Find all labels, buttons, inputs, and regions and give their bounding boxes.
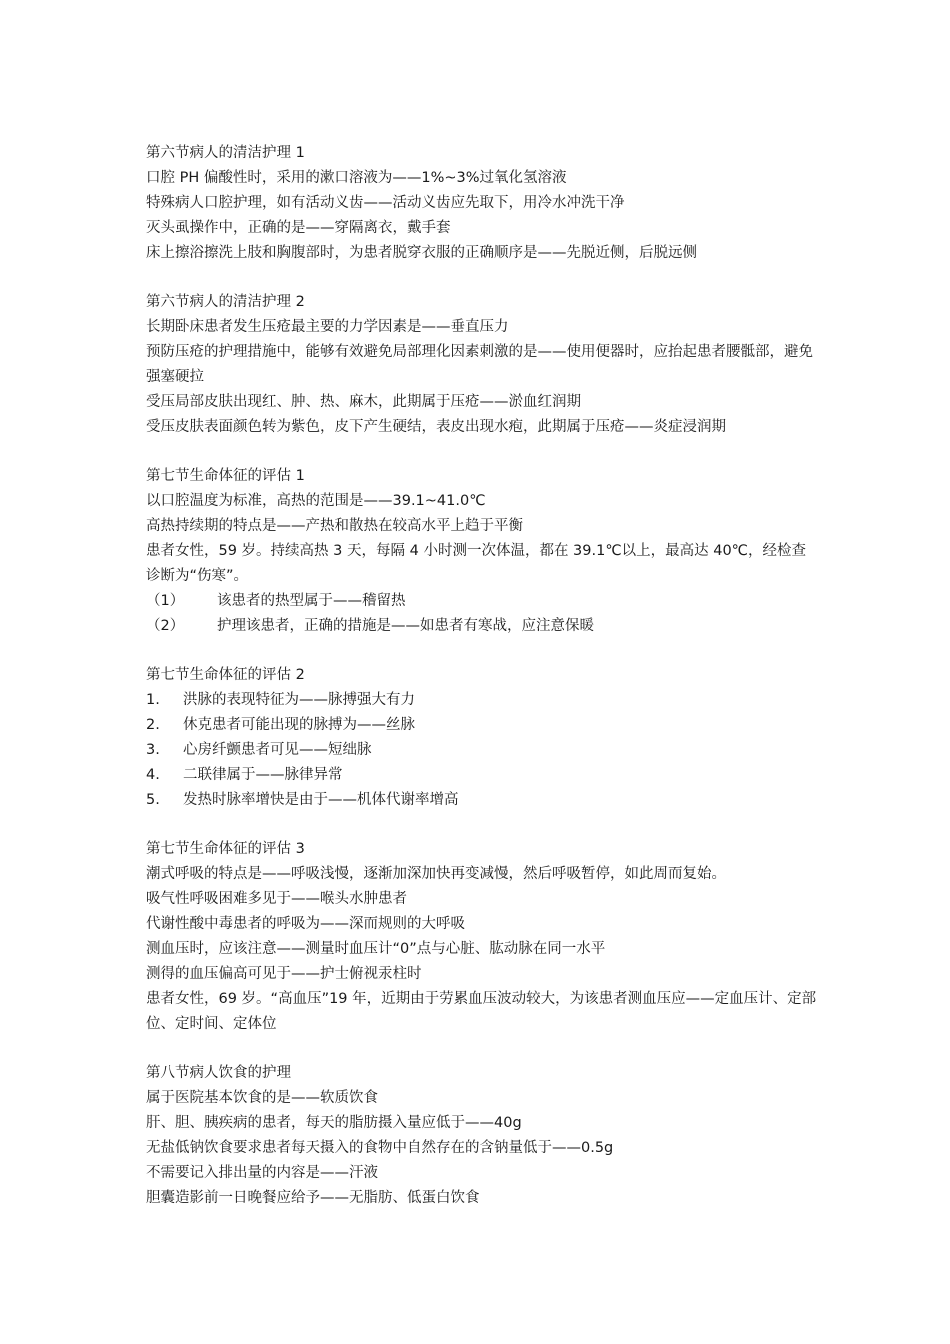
item-text: 发热时脉率增快是由于——机体代谢率增高 xyxy=(183,792,459,808)
section-title: 第七节生命体征的评估 3 xyxy=(146,841,305,857)
numbered-item xyxy=(146,738,818,763)
sub-item-number: （2） xyxy=(146,618,185,634)
text-line: 以口腔温度为标准，高热的范围是——39.1~41.0℃ xyxy=(146,493,486,509)
text-line: 代谢性酸中毒患者的呼吸为——深而规则的大呼吸 xyxy=(146,916,465,932)
section-title: 第七节生命体征的评估 1 xyxy=(146,468,305,484)
text-line: 无盐低钠饮食要求患者每天摄入的食物中自然存在的含钠量低于——0.5g xyxy=(146,1140,614,1156)
text-line: 患者女性，69 岁。“高血压”19 年，近期由于劳累血压波动较大，为该患者测血压应——定血压计、定部位、定时间、定体位 xyxy=(146,991,817,1032)
text-line: 长期卧床患者发生压疮最主要的力学因素是——垂直压力 xyxy=(146,319,509,335)
section-title: 第六节病人的清洁护理 2 xyxy=(146,294,305,310)
sub-item-text: 护理该患者，正确的措施是——如患者有寒战，应注意保暖 xyxy=(217,618,594,634)
item-number: 1. xyxy=(146,692,160,708)
text-line: 预防压疮的护理措施中，能够有效避免局部理化因素刺激的是——使用便器时，应抬起患者腰骶部，避免强塞硬拉 xyxy=(146,344,813,385)
section-diet-care xyxy=(146,1061,818,1211)
text-line: 测得的血压偏高可见于——护士俯视汞柱时 xyxy=(146,966,422,982)
document-page xyxy=(146,141,818,1235)
section-title: 第六节病人的清洁护理 1 xyxy=(146,145,305,161)
section-cleaning-care-2 xyxy=(146,290,818,440)
text-line: 测血压时，应该注意——测量时血压计“0”点与心脏、肱动脉在同一水平 xyxy=(146,941,606,957)
numbered-item xyxy=(146,713,818,738)
numbered-item xyxy=(146,688,818,713)
sub-item xyxy=(146,589,818,614)
section-title: 第八节病人饮食的护理 xyxy=(146,1065,291,1081)
item-number: 4. xyxy=(146,767,160,783)
text-line: 潮式呼吸的特点是——呼吸浅慢，逐渐加深加快再变减慢，然后呼吸暂停，如此周而复始。 xyxy=(146,866,726,882)
item-text: 心房纤颤患者可见——短绌脉 xyxy=(183,742,372,758)
text-line: 不需要记入排出量的内容是——汗液 xyxy=(146,1165,378,1181)
numbered-item xyxy=(146,788,818,813)
text-line: 胆囊造影前一日晚餐应给予——无脂肪、低蛋白饮食 xyxy=(146,1190,480,1206)
text-line: 受压局部皮肤出现红、肿、热、麻木，此期属于压疮——淤血红润期 xyxy=(146,394,581,410)
text-line: 受压皮肤表面颜色转为紫色，皮下产生硬结，表皮出现水疱，此期属于压疮——炎症浸润期 xyxy=(146,419,726,435)
text-line: 肝、胆、胰疾病的患者，每天的脂肪摄入量应低于——40g xyxy=(146,1115,522,1131)
sub-item-text: 该患者的热型属于——稽留热 xyxy=(217,593,406,609)
sub-item xyxy=(146,614,818,639)
item-text: 休克患者可能出现的脉搏为——丝脉 xyxy=(183,717,415,733)
section-vital-signs-3 xyxy=(146,837,818,1037)
text-line: 口腔 PH 偏酸性时，采用的漱口溶液为——1%~3%过氧化氢溶液 xyxy=(146,170,567,186)
item-number: 5. xyxy=(146,792,160,808)
item-number: 2. xyxy=(146,717,160,733)
text-line: 属于医院基本饮食的是——软质饮食 xyxy=(146,1090,378,1106)
numbered-item xyxy=(146,763,818,788)
text-line: 特殊病人口腔护理，如有活动义齿——活动义齿应先取下，用冷水冲洗干净 xyxy=(146,195,625,211)
section-cleaning-care-1 xyxy=(146,141,818,266)
section-vital-signs-1 xyxy=(146,464,818,639)
item-text: 洪脉的表现特征为——脉搏强大有力 xyxy=(183,692,415,708)
text-line: 床上擦浴擦洗上肢和胸腹部时，为患者脱穿衣服的正确顺序是——先脱近侧，后脱远侧 xyxy=(146,245,697,261)
item-number: 3. xyxy=(146,742,160,758)
text-line: 灭头虱操作中，正确的是——穿隔离衣，戴手套 xyxy=(146,220,451,236)
item-text: 二联律属于——脉律异常 xyxy=(183,767,343,783)
sub-item-number: （1） xyxy=(146,593,185,609)
section-title: 第七节生命体征的评估 2 xyxy=(146,667,305,683)
text-line: 高热持续期的特点是——产热和散热在较高水平上趋于平衡 xyxy=(146,518,523,534)
text-line: 患者女性，59 岁。持续高热 3 天，每隔 4 小时测一次体温，都在 39.1℃以上，最高达 40℃，经检查诊断为“伤寒”。 xyxy=(146,543,806,584)
section-vital-signs-2 xyxy=(146,663,818,813)
text-line: 吸气性呼吸困难多见于——喉头水肿患者 xyxy=(146,891,407,907)
